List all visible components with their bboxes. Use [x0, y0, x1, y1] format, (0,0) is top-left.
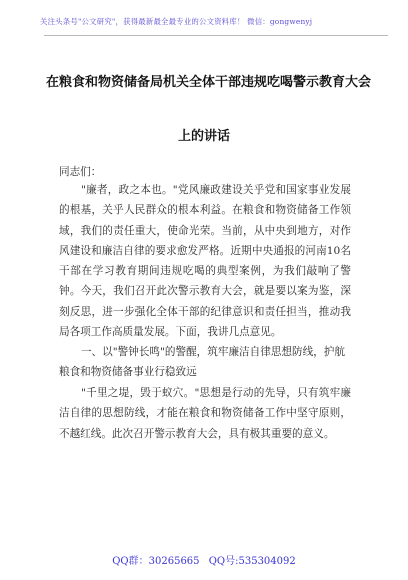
- header-divider: [44, 35, 388, 36]
- greeting: 同志们：: [59, 166, 102, 178]
- paragraph-section1: "千里之堤，毁于蚁穴。"思想是行动的先导，只有筑牢廉洁自律的思想防线，才能在粮食和物资储备工作中坚守原则，不越红线。此次召开警示教育大会，具有极其重要的意义。: [59, 387, 351, 440]
- header-banner: 关注头条号"公文研究"，获得最新最全最专业的公文资料库！ 微信：gongwenyj: [40, 17, 313, 26]
- footer-qq-group: QQ群：30265665: [112, 556, 200, 567]
- footer-qq-number: QQ号:535304092: [208, 556, 296, 567]
- paragraph-intro: "廉者，政之本也。"党风廉政建设关乎党和国家事业发展的根基，关乎人民群众的根本利益。在粮食和物资储备工作领域，我们的责任重大，使命光荣。当前，从中央到地方，对作风建设和廉洁自律的要求愈发严格。近期中央通报的河南10名干部在学习教育期间违规吃喝的典型案例，为我们敲响了警钟。今天，我们召开此次警示教育大会，就是要以案为鉴，深刻反思，进一步强化全体干部的纪律意识和责任担当，推动我局各项工作高质量发展。下面，我讲几点意见。: [59, 184, 351, 339]
- footer-contact: [0, 552, 408, 567]
- document-title-line2: 上的讲话: [177, 129, 230, 144]
- document-title-line1: 在粮食和物资储备局机关全体干部违规吃喝警示教育大会: [46, 75, 372, 90]
- section-heading-1: 一、以"警钟长鸣"的警醒，筑牢廉洁自律思想防线，护航粮食和物资储备事业行稳致远: [59, 346, 345, 379]
